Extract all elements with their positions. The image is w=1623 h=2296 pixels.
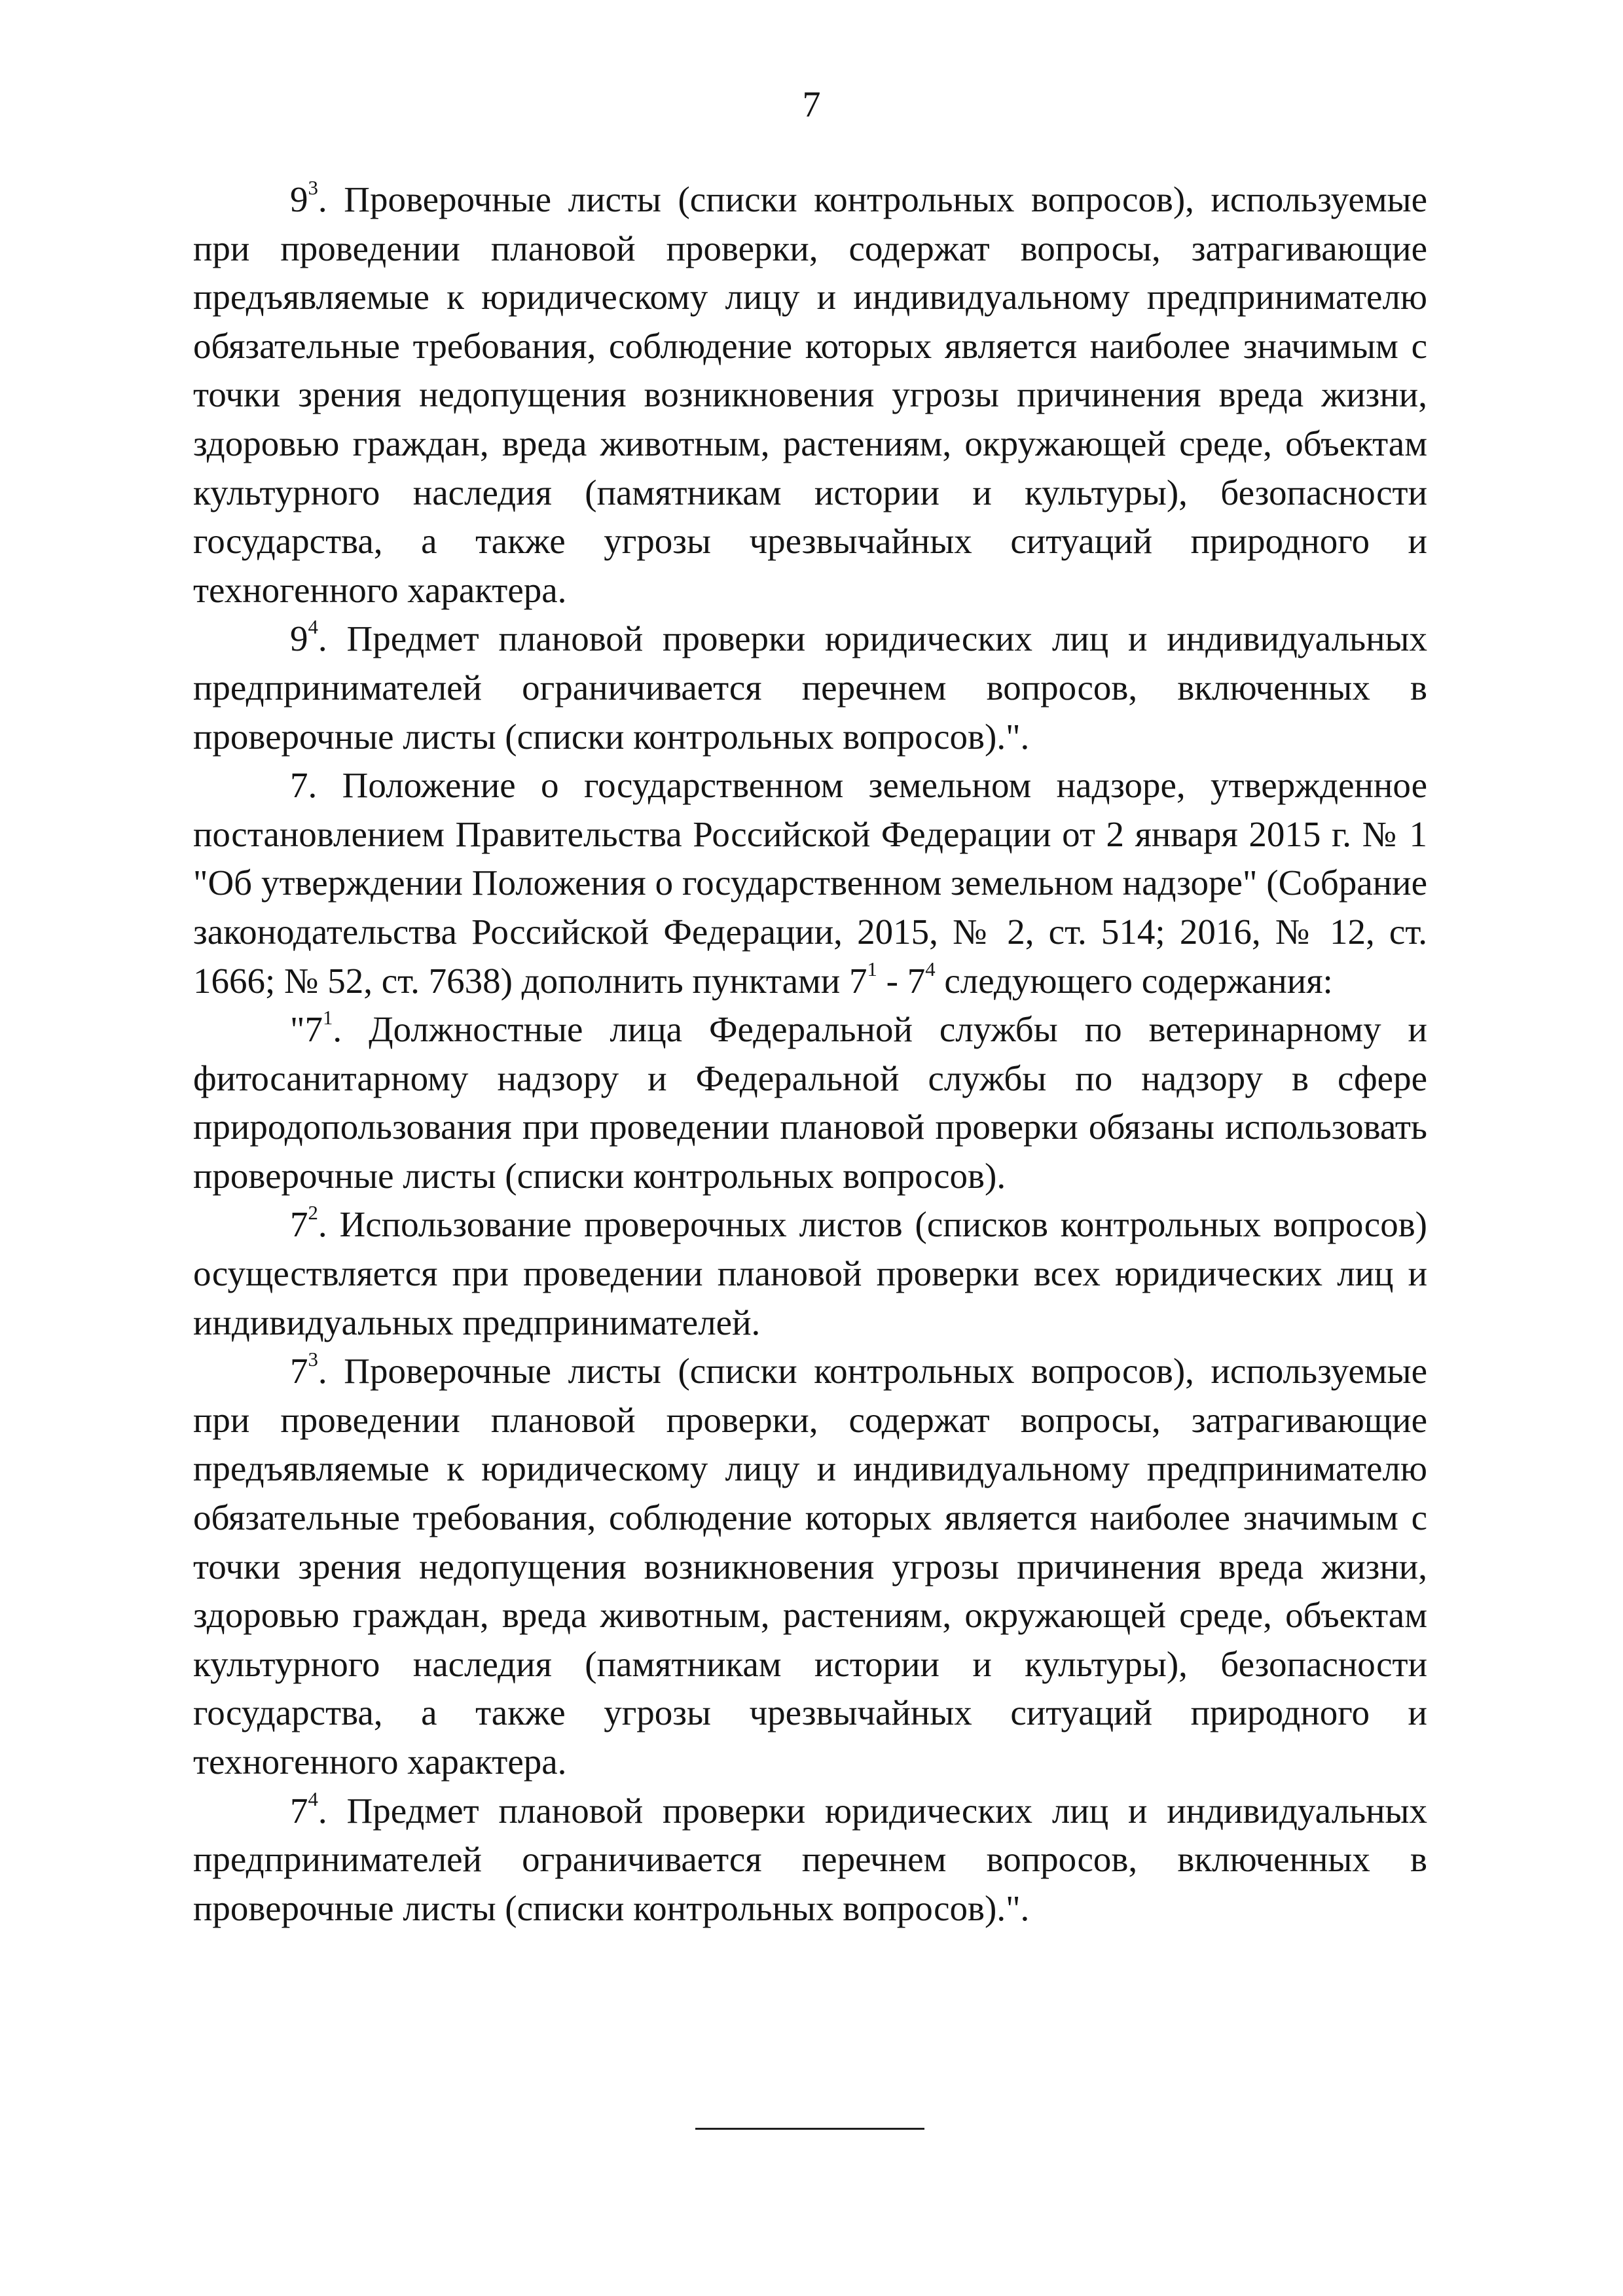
item-number: 7 xyxy=(290,1351,308,1391)
item-superscript: 1 xyxy=(867,958,877,980)
paragraph-text: 7. Положение о государственном земельном надзоре, утвержденное постановлением Правительства Российской Федерации от 2 января 2015 г. № 1 "Об утверждении Положения о государственном земельном надзоре" (Собрание законодательства Российской Федерации, 2015, № 2, ст. 514; 2016, № 12, ст. 1666; № 52, ст. 7638) дополнить пунктами 7 xyxy=(193,765,1427,1001)
page-number: 7 xyxy=(802,84,821,125)
paragraph-text: . Предмет плановой проверки юридических лиц и индивидуальных предпринимателей ограничивается перечнем вопросов, включенных в проверочные листы (списки контрольных вопросов).". xyxy=(193,1790,1427,1928)
item-superscript: 4 xyxy=(308,1787,318,1810)
paragraph-text: . Проверочные листы (списки контрольных вопросов), используемые при проведении плановой проверки, содержат вопросы, затрагивающие предъявляемые к юридическому лицу и индивидуальному предпринимателю обязательные требования, соблюдение которых является наиболее значимым с точки зрения недопущения возникновения угрозы причинения вреда жизни, здоровью граждан, вреда животным, растениям, окружающей среде, объектам культурного наследия (памятникам истории и культуры), безопасности государства, а также угрозы чрезвычайных ситуаций природного и техногенного характера. xyxy=(193,179,1427,610)
item-superscript: 3 xyxy=(308,176,318,199)
item-number: 9 xyxy=(290,619,308,659)
item-number: 7 xyxy=(290,1790,308,1831)
paragraph-7-amendment xyxy=(193,761,1427,1005)
paragraph-9-3 xyxy=(193,175,1427,615)
end-of-document-rule xyxy=(695,2128,924,2130)
document-body xyxy=(193,175,1427,1933)
item-number: 7 xyxy=(290,1204,308,1245)
item-number: 9 xyxy=(290,179,308,219)
paragraph-7-4 xyxy=(193,1787,1427,1933)
paragraph-text-tail: следующего содержания: xyxy=(935,960,1333,1001)
paragraph-text: . Предмет плановой проверки юридических лиц и индивидуальных предпринимателей ограничивается перечнем вопросов, включенных в проверочные листы (списки контрольных вопросов).". xyxy=(193,619,1427,757)
item-number: "7 xyxy=(290,1009,323,1050)
paragraph-9-4 xyxy=(193,615,1427,761)
item-superscript: 3 xyxy=(308,1348,318,1371)
paragraph-text-range: - 7 xyxy=(877,960,926,1001)
paragraph-text: . Проверочные листы (списки контрольных вопросов), используемые при проведении плановой проверки, содержат вопросы, затрагивающие предъявляемые к юридическому лицу и индивидуальному предпринимателю обязательные требования, соблюдение которых является наиболее значимым с точки зрения недопущения возникновения угрозы причинения вреда жизни, здоровью граждан, вреда животным, растениям, окружающей среде, объектам культурного наследия (памятникам истории и культуры), безопасности государства, а также угрозы чрезвычайных ситуаций природного и техногенного характера. xyxy=(193,1351,1427,1782)
paragraph-text: . Должностные лица Федеральной службы по ветеринарному и фитосанитарному надзору и Федеральной службы по надзору в сфере природопользования при проведении плановой проверки обязаны использовать проверочные листы (списки контрольных вопросов). xyxy=(193,1009,1427,1196)
paragraph-7-3 xyxy=(193,1347,1427,1786)
item-superscript: 4 xyxy=(308,616,318,639)
item-superscript: 4 xyxy=(925,958,936,980)
paragraph-7-1 xyxy=(193,1005,1427,1200)
paragraph-text: . Использование проверочных листов (списков контрольных вопросов) осуществляется при проведении плановой проверки всех юридических лиц и индивидуальных предпринимателей. xyxy=(193,1204,1427,1342)
paragraph-7-2 xyxy=(193,1200,1427,1347)
item-superscript: 1 xyxy=(322,1006,333,1029)
item-superscript: 2 xyxy=(308,1202,318,1225)
